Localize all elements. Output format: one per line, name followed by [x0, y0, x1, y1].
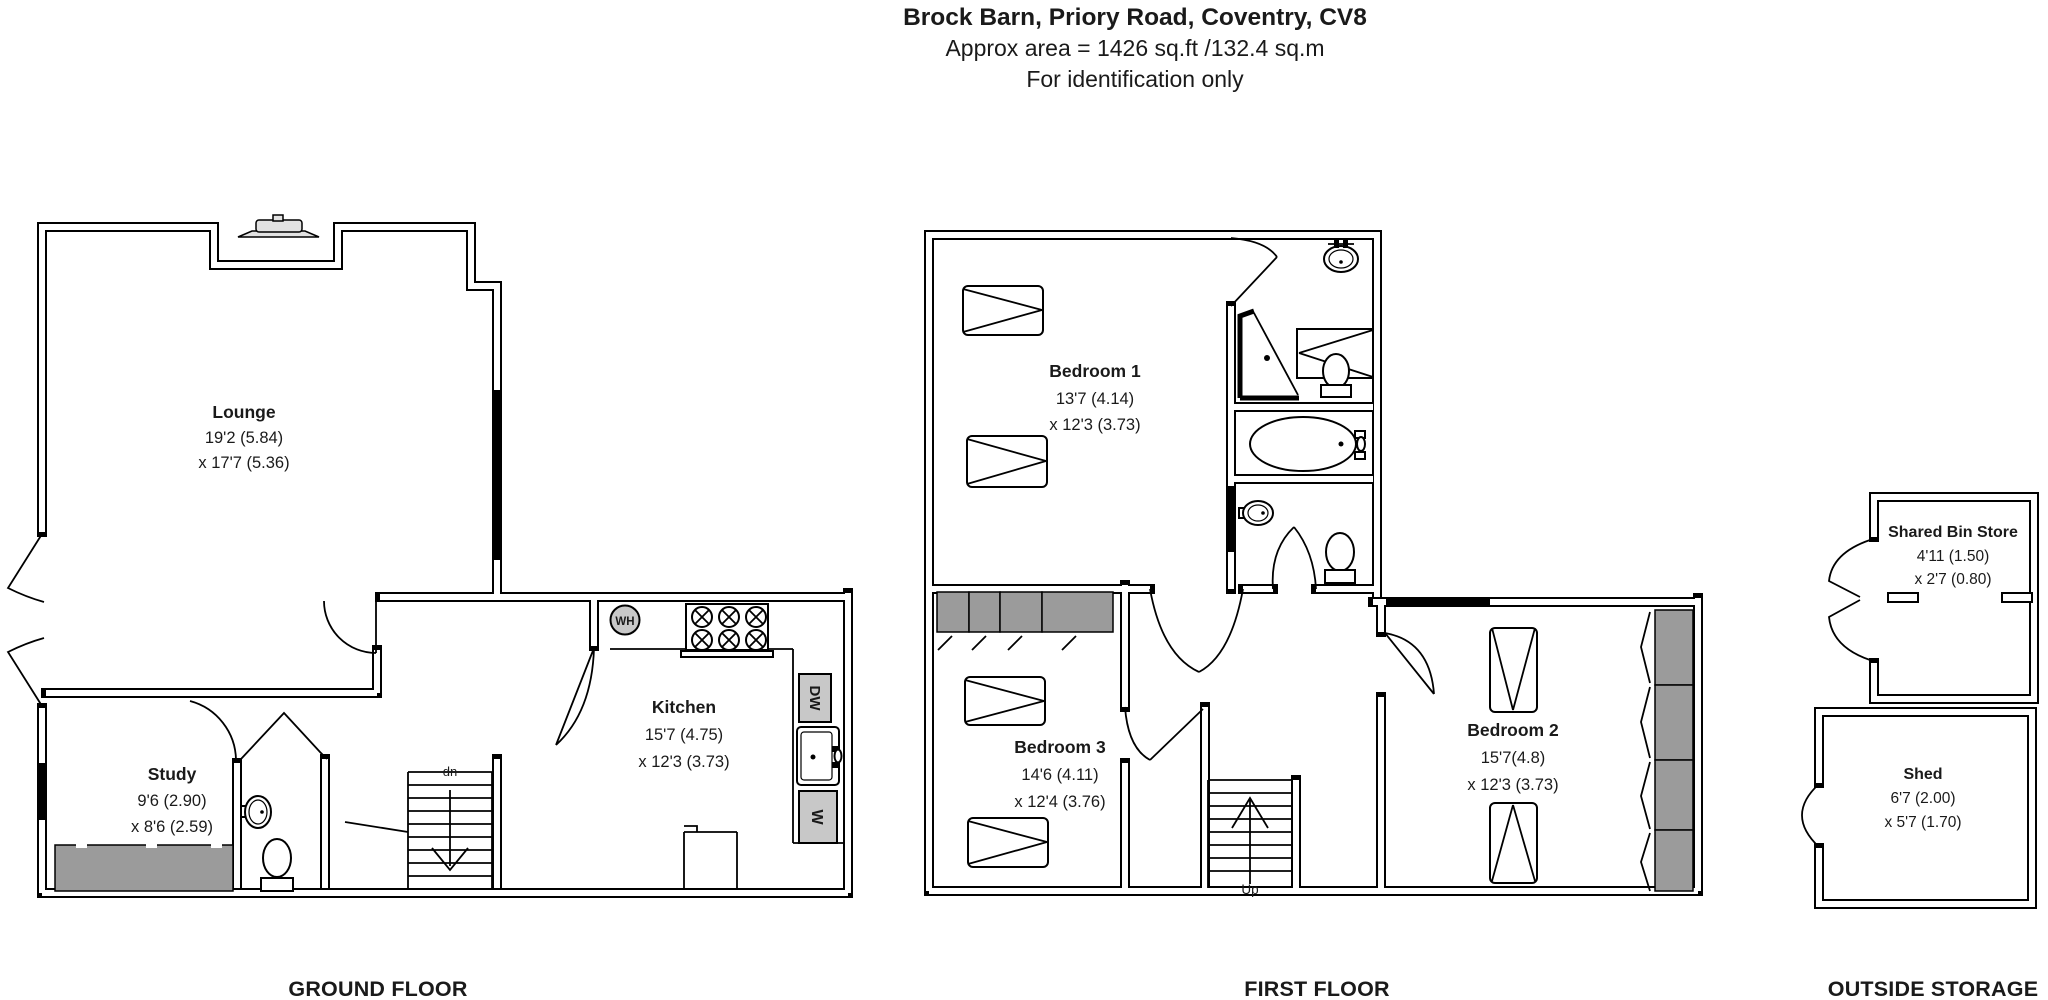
- svg-text:19'2 (5.84): 19'2 (5.84): [204, 429, 284, 447]
- bed-icon: [967, 436, 1047, 487]
- wc-toilet-icon: [261, 839, 293, 891]
- bin-store-stub: [1888, 593, 1918, 602]
- kitchen-sink-icon: [797, 727, 842, 785]
- ground-stairs-label: up: [442, 766, 458, 781]
- svg-text:Lounge: Lounge: [212, 402, 276, 422]
- fireplace-icon: [238, 215, 319, 237]
- room-label-shed: [1884, 766, 1961, 831]
- outside-storage-caption: OUTSIDE STORAGE: [1827, 977, 2039, 1000]
- ground-floor-caption: GROUND FLOOR: [288, 977, 468, 1000]
- first-floor-caption: FIRST FLOOR: [1244, 977, 1390, 1000]
- page-title: [903, 4, 1367, 92]
- shower-drain-icon: [1264, 355, 1270, 361]
- room-label-bedroom1: [1049, 361, 1141, 434]
- svg-text:13'7 (4.14): 13'7 (4.14): [1055, 390, 1135, 408]
- bedroom2-wardrobes: [1655, 610, 1693, 891]
- room-label-bin-store: [1888, 524, 2018, 588]
- svg-text:x 12'3 (3.73): x 12'3 (3.73): [638, 753, 730, 771]
- svg-text:x 8'6 (2.59): x 8'6 (2.59): [130, 818, 214, 836]
- room-label-study: [131, 764, 213, 836]
- first-stairs-label: Up: [1241, 882, 1259, 897]
- svg-text:Shed: Shed: [1903, 766, 1943, 783]
- bed-icon: [963, 286, 1043, 335]
- study-desk: [55, 843, 233, 891]
- room-label-bedroom2: [1467, 720, 1559, 794]
- svg-text:14'6 (4.11): 14'6 (4.11): [1021, 766, 1099, 784]
- svg-text:x 5'7 (1.70): x 5'7 (1.70): [1884, 814, 1962, 831]
- stove-icon: [681, 604, 773, 657]
- svg-text:Study: Study: [147, 764, 197, 784]
- ground-stairs: [408, 766, 492, 888]
- svg-text:15'7(4.8): 15'7(4.8): [1480, 749, 1546, 767]
- washer-label: W: [808, 809, 825, 825]
- bed-icon: [1490, 628, 1537, 712]
- svg-text:Bedroom 2: Bedroom 2: [1467, 720, 1559, 740]
- svg-text:x 12'3 (3.73): x 12'3 (3.73): [1467, 776, 1559, 794]
- title-disclaimer: For identification only: [1026, 66, 1244, 92]
- storage-door-lines: [1802, 540, 1870, 847]
- room-label-lounge: [198, 402, 289, 472]
- bathroom-sink-icon: [1239, 501, 1273, 525]
- svg-text:6'7 (2.00): 6'7 (2.00): [1890, 790, 1956, 807]
- dishwasher-icon: [799, 674, 831, 722]
- washer-icon: [799, 791, 837, 843]
- shower-icon: [1240, 311, 1299, 398]
- bathroom-wall-panel: [1227, 486, 1236, 552]
- bedroom2-window-icon: [1386, 597, 1490, 607]
- ensuite-toilet-icon: [1321, 354, 1351, 397]
- svg-text:Shared Bin Store: Shared Bin Store: [1888, 524, 2018, 541]
- svg-text:Kitchen: Kitchen: [651, 697, 717, 717]
- first-stairs: [1208, 780, 1292, 897]
- svg-text:15'7 (4.75): 15'7 (4.75): [644, 726, 724, 744]
- svg-text:x 12'3 (3.73): x 12'3 (3.73): [1049, 416, 1141, 434]
- bed-icon: [965, 677, 1045, 725]
- room-label-bedroom3: [1014, 737, 1106, 811]
- water-heater-label: WH: [615, 616, 635, 628]
- svg-text:9'6 (2.90): 9'6 (2.90): [137, 792, 207, 810]
- bathtub-icon: [1250, 417, 1365, 471]
- bed-icon: [968, 818, 1048, 867]
- wc-sink-icon: [241, 796, 271, 828]
- room-label-kitchen: [638, 697, 729, 771]
- svg-text:Bedroom 3: Bedroom 3: [1014, 737, 1106, 757]
- svg-text:x 2'7 (0.80): x 2'7 (0.80): [1914, 571, 1992, 588]
- bathroom-toilet-icon: [1325, 533, 1355, 583]
- title-area: Approx area = 1426 sq.ft /132.4 sq.m: [945, 35, 1325, 61]
- study-window-icon: [37, 763, 47, 820]
- svg-text:x 12'4 (3.76): x 12'4 (3.76): [1014, 793, 1106, 811]
- bed-icon: [1490, 803, 1537, 883]
- bin-store-stub: [2002, 593, 2032, 602]
- dishwasher-label: DW: [806, 685, 823, 711]
- svg-text:x 17'7 (5.36): x 17'7 (5.36): [198, 454, 290, 472]
- title-address: Brock Barn, Priory Road, Coventry, CV8: [903, 4, 1367, 31]
- svg-text:4'11 (1.50): 4'11 (1.50): [1916, 548, 1990, 565]
- water-heater-icon: [611, 606, 640, 635]
- lounge-window-icon: [492, 390, 502, 560]
- bedroom3-wardrobes: [937, 592, 1113, 632]
- svg-text:Bedroom 1: Bedroom 1: [1049, 361, 1141, 381]
- ensuite-sink-icon: [1324, 240, 1358, 272]
